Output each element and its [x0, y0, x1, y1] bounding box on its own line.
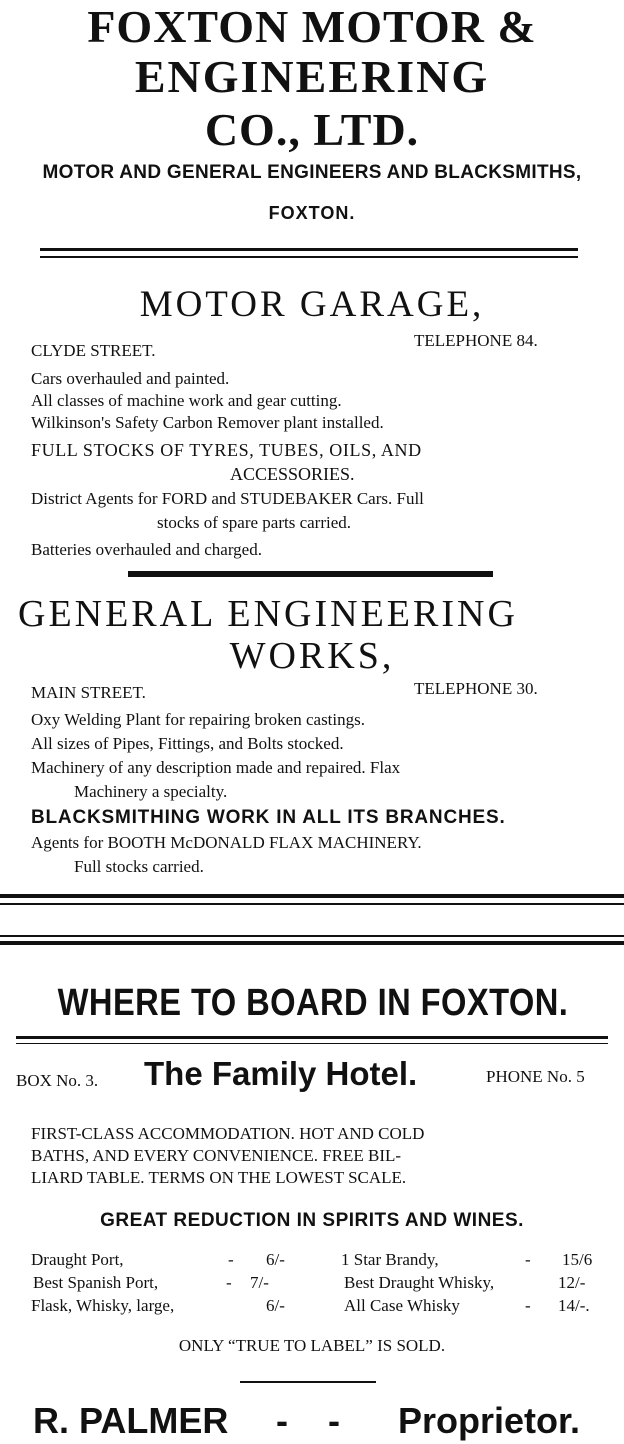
- proprietor-name: R. PALMER: [33, 1400, 229, 1441]
- garage-line: FULL STOCKS OF TYRES, TUBES, OILS, AND: [31, 440, 422, 460]
- price-separator: -: [525, 1250, 531, 1269]
- works-title-line1: GENERAL ENGINEERING: [18, 593, 518, 635]
- hotel-box-number: BOX No. 3.: [16, 1071, 99, 1090]
- works-title-line2: WORKS,: [229, 635, 395, 677]
- works-line: Full stocks carried.: [74, 857, 204, 876]
- hotel-description-line: FIRST-CLASS ACCOMMODATION. HOT AND COLD: [31, 1124, 425, 1143]
- garage-line: All classes of machine work and gear cutting.: [31, 391, 342, 410]
- price-separator: -: [226, 1273, 232, 1292]
- divider: [0, 894, 624, 898]
- divider: [40, 256, 578, 258]
- price-item: Draught Port,: [31, 1250, 124, 1269]
- price-separator: -: [525, 1296, 531, 1315]
- garage-line: Wilkinson's Safety Carbon Remover plant installed.: [31, 413, 384, 432]
- garage-line: ACCESSORIES.: [230, 464, 355, 484]
- price-item: All Case Whisky: [344, 1296, 460, 1315]
- garage-line: stocks of spare parts carried.: [157, 513, 352, 532]
- price-item: Best Draught Whisky,: [344, 1273, 495, 1292]
- works-telephone: TELEPHONE 30.: [414, 679, 538, 698]
- price-value: 6/-: [266, 1250, 285, 1269]
- divider: [0, 903, 624, 905]
- garage-line: Batteries overhauled and charged.: [31, 540, 262, 559]
- works-line: Oxy Welding Plant for repairing broken castings.: [31, 710, 365, 729]
- price-separator: -: [228, 1250, 234, 1269]
- divider: [0, 941, 624, 945]
- proprietor-dashes: - -: [276, 1400, 340, 1441]
- works-line: Machinery a specialty.: [74, 782, 228, 801]
- divider: [40, 248, 578, 251]
- hotel-phone: PHONE No. 5: [486, 1067, 585, 1086]
- price-item: Flask, Whisky, large,: [31, 1296, 175, 1315]
- divider: [240, 1381, 376, 1383]
- price-value: 6/-: [266, 1296, 285, 1315]
- price-value: 15/6: [562, 1250, 593, 1269]
- divider: [16, 1036, 608, 1039]
- garage-line: Cars overhauled and painted.: [31, 369, 230, 388]
- works-line: Machinery of any description made and repaired. Flax: [31, 758, 401, 777]
- reduction-heading: GREAT REDUCTION IN SPIRITS AND WINES.: [100, 1210, 524, 1231]
- true-to-label-note: ONLY “TRUE TO LABEL” IS SOLD.: [178, 1336, 446, 1355]
- company-name-line3: CO., LTD.: [204, 104, 420, 155]
- works-address: MAIN STREET.: [31, 683, 146, 702]
- divider: [128, 571, 493, 577]
- divider: [0, 935, 624, 937]
- garage-line: District Agents for FORD and STUDEBAKER Cars. Full: [31, 489, 424, 508]
- price-item: Best Spanish Port,: [33, 1273, 159, 1292]
- hotel-name: The Family Hotel.: [144, 1055, 418, 1092]
- price-value: 12/-: [558, 1273, 586, 1292]
- works-line: All sizes of Pipes, Fittings, and Bolts stocked.: [31, 734, 344, 753]
- board-heading: WHERE TO BOARD IN FOXTON.: [57, 982, 569, 1024]
- works-line: Agents for BOOTH McDONALD FLAX MACHINERY.: [31, 833, 422, 852]
- hotel-description-line: BATHS, AND EVERY CONVENIENCE. FREE BIL-: [31, 1146, 402, 1165]
- hotel-description-line: LIARD TABLE. TERMS ON THE LOWEST SCALE.: [31, 1168, 407, 1187]
- company-name-line2: ENGINEERING: [134, 51, 490, 102]
- price-value: 7/-: [250, 1273, 269, 1292]
- price-item: 1 Star Brandy,: [341, 1250, 439, 1269]
- garage-title: MOTOR GARAGE,: [139, 284, 485, 325]
- garage-address: CLYDE STREET.: [31, 341, 156, 360]
- works-line: BLACKSMITHING WORK IN ALL ITS BRANCHES.: [31, 807, 506, 828]
- company-town: FOXTON.: [268, 203, 356, 223]
- garage-telephone: TELEPHONE 84.: [414, 331, 538, 350]
- price-value: 14/-.: [558, 1296, 590, 1315]
- company-description: MOTOR AND GENERAL ENGINEERS AND BLACKSMITHS,: [42, 162, 582, 183]
- divider: [16, 1043, 608, 1044]
- company-name-line1: FOXTON MOTOR &: [87, 1, 537, 52]
- proprietor-title: Proprietor.: [398, 1400, 581, 1441]
